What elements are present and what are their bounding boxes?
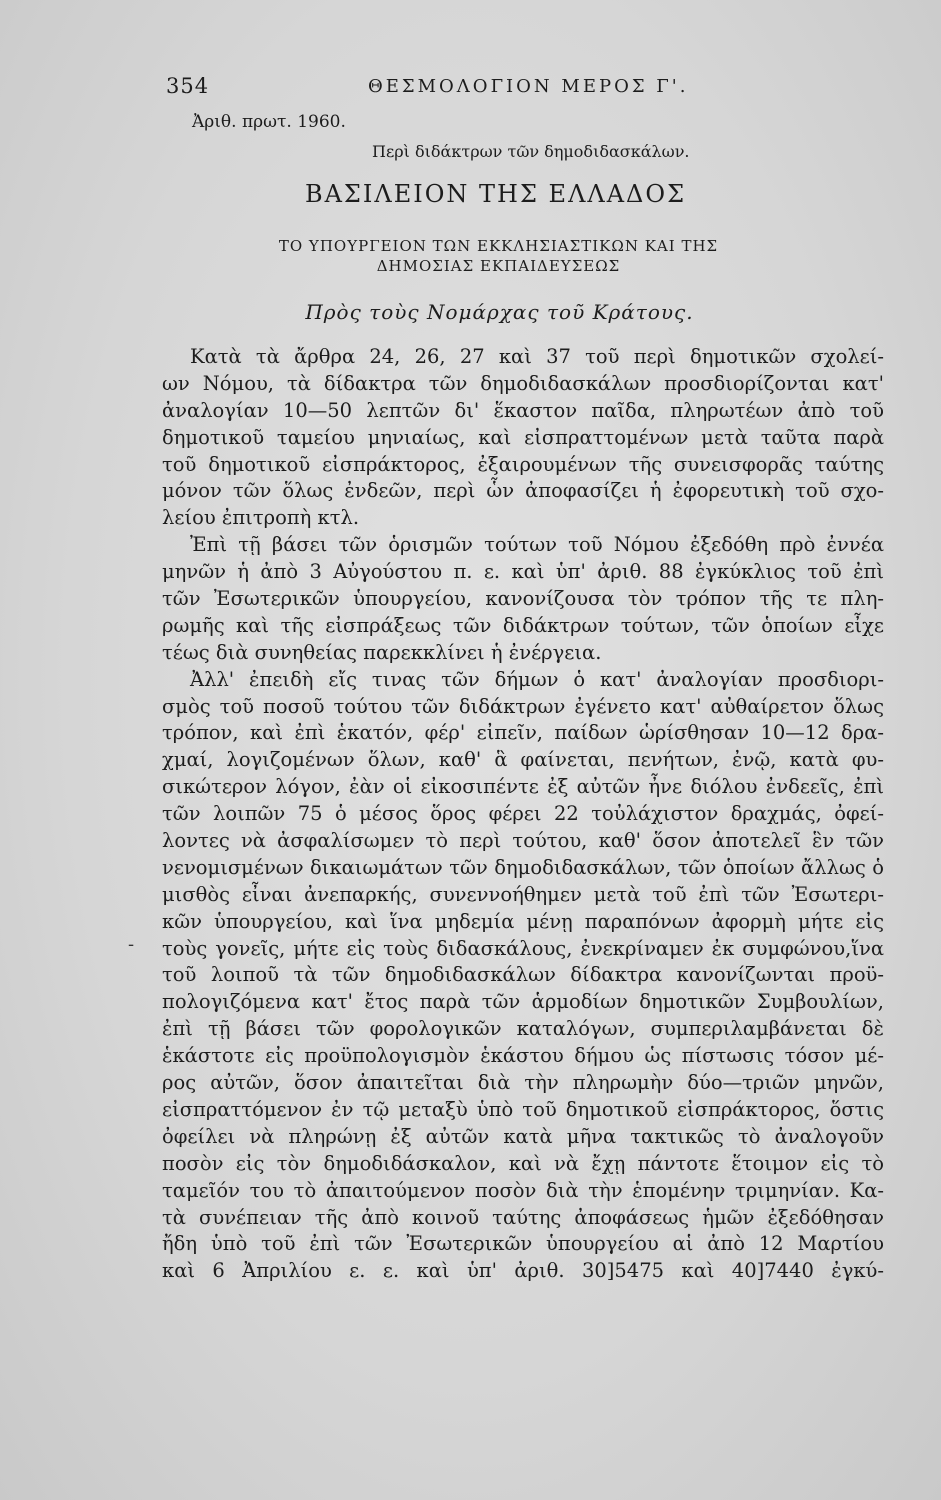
subject-note: Περὶ διδάκτρων τῶν δημοδιδασκάλων. (372, 142, 690, 161)
body-line: τοῦ δημοτικοῦ εἰσπράκτορος, ἐξαιρουμένων τῆς συνεισφορᾶς ταύτης (162, 452, 884, 476)
body-line: λείου ἐπιτροπὴ κτλ. (162, 506, 360, 530)
body-line: τὰ συνέπειαν τῆς ἀπὸ κοινοῦ ταύτης ἀποφάσεως ἡμῶν ἐξεδόθησαν (162, 1205, 884, 1229)
page-number: 354 (166, 74, 210, 98)
body-line: ὀφείλει νὰ πληρώνῃ ἐξ αὐτῶν κατὰ μῆνα τακτικῶς τὸ ἀναλογοῦν (162, 1124, 884, 1148)
body-line: τοὺς γονεῖς, μήτε εἰς τοὺς διδασκάλους, ἐνεκρίναμεν ἐκ συμφώνου,ἵνα (162, 936, 884, 960)
body-text (162, 344, 884, 1285)
body-line: τῶν λοιπῶν 75 ὁ μέσος ὅρος φέρει 22 τοὐλάχιστον δραχμάς, ὀφεί- (162, 802, 884, 826)
addressee-line: Πρὸς τοὺς Νομάρχας τοῦ Κράτους. (305, 300, 694, 324)
body-line: ρος αὐτῶν, ὅσον ἀπαιτεῖται διὰ τὴν πληρωμὴν δύο—τριῶν μηνῶν, (162, 1071, 884, 1095)
body-line: νενομισμένων δικαιωμάτων τῶν δημοδιδασκάλων, τῶν ὁποίων ἄλλως ὁ (162, 855, 884, 879)
heading-ministry-line: ΤΟ ΥΠΟΥΡΓΕΙΟΝ ΤΩΝ ΕΚΚΛΗΣΙΑΣΤΙΚΩΝ ΚΑΙ ΤΗΣ (278, 237, 719, 255)
body-line: μόνον τῶν ὅλως ἐνδεῶν, περὶ ὧν ἀποφασίζει ἡ ἐφορευτικὴ τοῦ σχο- (162, 479, 884, 503)
body-line: ἐπὶ τῇ βάσει τῶν φορολογικῶν καταλόγων, συμπεριλαμβάνεται δὲ (162, 1017, 884, 1041)
body-line: εἰσπραττόμενον ἐν τῷ μεταξὺ ὑπὸ τοῦ δημοτικοῦ εἰσπράκτορος, ὅστις (162, 1097, 884, 1121)
body-line: λοντες νὰ ἀσφαλίσωμεν τὸ περὶ τούτου, καθ' ὅσον ἀποτελεῖ ἓν τῶν (162, 829, 884, 853)
heading-ministry (0, 236, 941, 276)
body-line: τέως διὰ συνηθείας παρεκκλίνει ἡ ἐνέργεια. (162, 640, 602, 664)
heading-kingdom: ΒΑΣΙΛΕΙΟΝ ΤΗΣ ΕΛΛΑΔΟΣ (304, 180, 687, 208)
body-line: ἑκάστοτε εἰς προϋπολογισμὸν ἑκάστου δήμου ὡς πίστωσις τόσον μέ- (162, 1044, 884, 1068)
body-line: ποσὸν εἰς τὸν δημοδιδάσκαλον, καὶ νὰ ἔχῃ πάντοτε ἕτοιμον εἰς τὸ (162, 1151, 884, 1175)
body-line: ἤδη ὑπὸ τοῦ ἐπὶ τῶν Ἐσωτερικῶν ὑπουργείου αἱ ἀπὸ 12 Μαρτίου (162, 1232, 884, 1256)
body-line: σικώτερον λόγον, ἐὰν οἱ εἰκοσιπέντε ἐξ αὐτῶν ἦνε διόλου ἐνδεεῖς, ἐπὶ (162, 775, 884, 799)
body-line: Κατὰ τὰ ἄρθρα 24, 26, 27 καὶ 37 τοῦ περὶ δημοτικῶν σχολεί- (190, 345, 884, 368)
body-line: ρωμῆς καὶ τῆς εἰσπράξεως τῶν διδάκτρων τούτων, τῶν ὁποίων εἶχε (162, 613, 884, 637)
body-line: Ἐπὶ τῇ βάσει τῶν ὁρισμῶν τούτων τοῦ Νόμου ἐξεδόθη πρὸ ἐννέα (190, 533, 884, 557)
body-line: μηνῶν ἡ ἀπὸ 3 Αὐγούστου π. ε. καὶ ὑπ' ἀριθ. 88 ἐγκύκλιος τοῦ ἐπὶ (162, 560, 884, 584)
body-line: κῶν ὑπουργείου, καὶ ἵνα μηδεμία μένῃ παραπόνων ἀφορμὴ μήτε εἰς (162, 909, 884, 933)
body-line: καὶ 6 Ἀπριλίου ε. ε. καὶ ὑπ' ἀριθ. 30]5475 καὶ 40]7440 ἐγκύ- (162, 1259, 884, 1283)
body-line: τῶν Ἐσωτερικῶν ὑπουργείου, κανονίζουσα τὸν τρόπον τῆς τε πλη- (162, 587, 884, 611)
body-line: Ἀλλ' ἐπειδὴ εἴς τινας τῶν δήμων ὁ κατ' ἀναλογίαν προσδιορι- (190, 667, 884, 691)
margin-mark: - (128, 934, 135, 955)
body-line: τρόπον, καὶ ἐπὶ ἑκατόν, φέρ' εἰπεῖν, παίδων ὡρίσθησαν 10—12 δρα- (162, 721, 884, 745)
reference-number: Ἀριθ. πρωτ. 1960. (192, 112, 346, 132)
body-line: ων Νόμου, τὰ δίδακτρα τῶν δημοδιδασκάλων προσδιορίζονται κατ' (162, 371, 884, 395)
body-line: μισθὸς εἶναι ἀνεπαρκής, συνεννοήθημεν μετὰ τοῦ ἐπὶ τῶν Ἐσωτερι- (162, 882, 884, 906)
body-line: τοῦ λοιποῦ τὰ τῶν δημοδιδασκάλων δίδακτρα κανονίζωνται προϋ- (162, 963, 884, 987)
body-line: δημοτικοῦ ταμείου μηνιαίως, καὶ εἰσπραττομένων μετὰ ταῦτα παρὰ (162, 425, 884, 449)
body-line: πολογιζόμενα κατ' ἔτος παρὰ τῶν ἁρμοδίων δημοτικῶν Συμβουλίων, (162, 990, 884, 1014)
body-line: ταμεῖόν του τὸ ἀπαιτούμενον ποσὸν διὰ τὴν ἑπομένην τριμηνίαν. Κα- (162, 1178, 884, 1202)
heading-ministry-line: ΔΗΜΟΣΙΑΣ ΕΚΠΑΙΔΕΥΣΕΩΣ (376, 257, 621, 275)
body-line: χμαί, λογιζομένων ὅλων, καθ' ἃ φαίνεται, πενήτων, ἐνῷ, κατὰ φυ- (162, 748, 884, 772)
body-line: σμὸς τοῦ ποσοῦ τούτου τῶν διδάκτρων ἐγένετο κατ' αὐθαίρετον ὅλως (162, 694, 884, 718)
running-head: ΘΕΣΜΟΛΟΓΙΟΝ ΜΕΡΟΣ Γ'. (368, 76, 689, 97)
body-line: ἀναλογίαν 10—50 λεπτῶν δι' ἕκαστον παῖδα, πληρωτέων ἀπὸ τοῦ (162, 398, 884, 422)
